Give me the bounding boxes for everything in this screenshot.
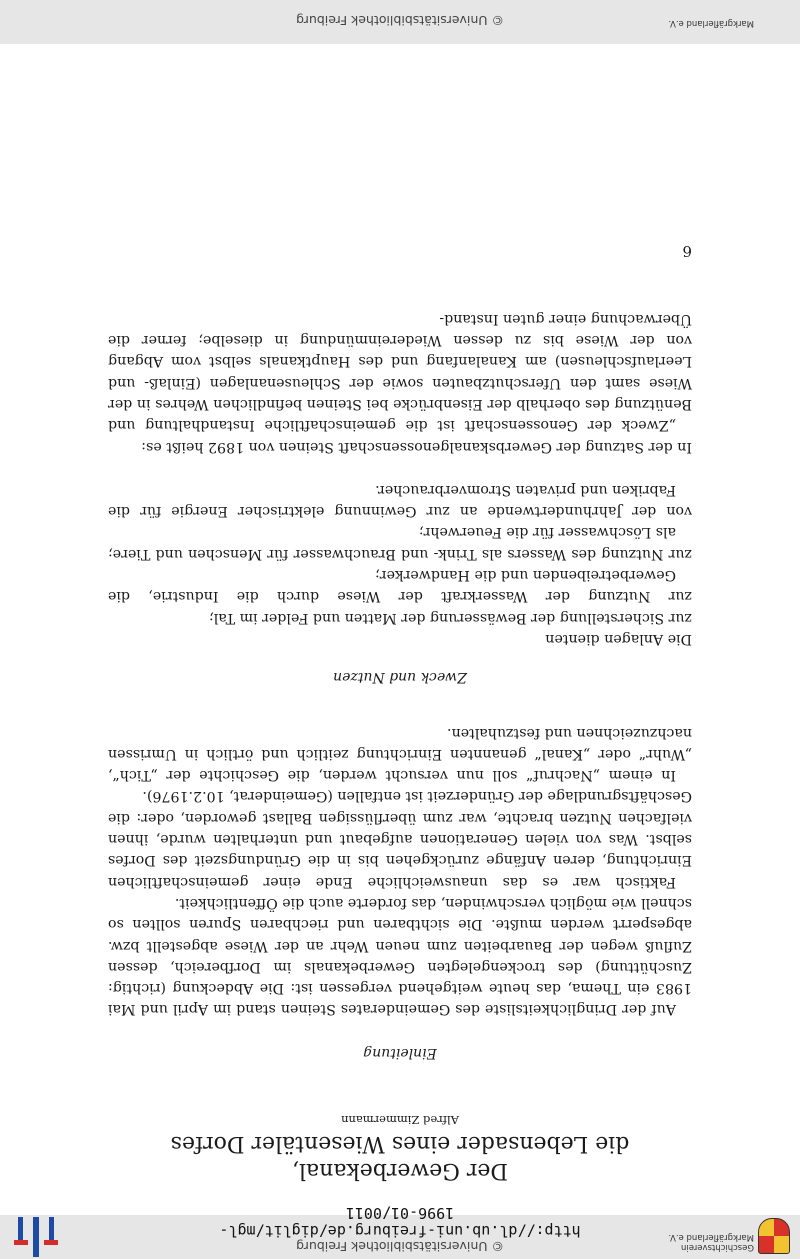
viewer-header-bar xyxy=(0,1204,800,1259)
society-name-line1: Geschichtsverein xyxy=(680,1242,754,1252)
purpose-list-item: zur Sicherstellung der Bewässerung der Matten und Felder im Tal; xyxy=(208,609,692,626)
paragraph-intro-3: In einem „Nachruf“ soll nun versucht werden, die Geschichte der „Tich“, „Wuhr“ oder „Kanal“ genannten Einrichtung zeitlich und örtlich in Umrissen nachzuzeichnen und festzuhalten. xyxy=(108,724,692,784)
purpose-intro: Die Anlagen dienten xyxy=(545,630,692,647)
section-heading-introduction: Einleitung xyxy=(363,1044,437,1061)
footer-society-name: Markgräflerland e.V. xyxy=(668,18,754,28)
society-name-line2: Markgräflerland e.V. xyxy=(668,1232,754,1242)
purpose-list-item: von der Jahrhundertwende an zur Gewinnung elektrischer Energie für die Fabriken und privaten Stromverbraucher. xyxy=(108,481,692,520)
article-title-line1: Der Gewerbekanal, xyxy=(292,1158,508,1183)
university-library-logo-icon xyxy=(14,1217,58,1257)
viewer-footer-bar xyxy=(0,0,800,44)
purpose-list xyxy=(108,479,692,628)
article-title xyxy=(108,1130,692,1184)
society-crest-icon xyxy=(758,1218,790,1254)
article-author: Alfred Zimmermann xyxy=(341,1113,459,1127)
purpose-list-item: zur Nutzung der Wasserkraft der Wiese durch die Industrie, die Gewerbetreibenden und die Handwerker; xyxy=(108,567,692,605)
society-name xyxy=(634,1232,754,1252)
library-copyright: © Universitätsbibliothek Freiburg xyxy=(296,1239,504,1254)
statute-quote: „Zweck der Genossenschaft ist die gemeinschaftliche Instandhaltung und Benützung des oberhalb der Eisenbrücke bei Steinen befindlichen Wehres in der Wiese samt den Uferschutzbauten sowie der Schleusenanlagen (Einlaß- und Leerlaufschleusen) am Kanalanfang und des Hauptkanals selbst vom Abgang von der Wiese bis zu dessen Wiedereinmündung in dieselbe; ferner die Überwachung einer guten Instand- xyxy=(108,310,692,434)
document-url-link[interactable]: http://dl.ub.uni-freiburg.de/diglit/mgl-1996-01/0011 xyxy=(219,1204,581,1240)
page-content xyxy=(108,240,692,1184)
section-heading-purpose: Zweck und Nutzen xyxy=(333,669,467,686)
page-number: 6 xyxy=(682,242,692,261)
paragraph-intro-2: Faktisch war es das unausweichliche Ende einer gemeinschaftlichen Einrichtung, deren Anfänge zurückgehen bis in die Gründungszeit des Dorfes selbst. Was von vielen Generationen aufgebaut und unterhalten wurde, ihnen vielfachen Nutzen brachte, war zum überflüssigen Ballast geworden, oder: die Geschäftsgrundlage der Gründerzeit ist entfallen (Gemeinderat, 10.2.1976). xyxy=(108,788,692,890)
purpose-list-item: zur Nutzung des Wassers als Trink- und Brauchwasser für Menschen und Tiere; als Löschwasser für die Feuerwehr; xyxy=(108,524,692,562)
footer-library-copyright: © Universitätsbibliothek Freiburg xyxy=(296,13,504,28)
paragraph-statute: In der Satzung der Gewerbskanalgenossenschaft Steinen von 1892 heißt es: xyxy=(141,438,692,455)
paragraph-intro-1: Auf der Dringlichkeitsliste des Gemeinderates Steinen stand im April und Mai 1983 ein Thema, das heute weitgehend vergessen ist: Die Abdeckung (richtig: Zuschüttung) des trockengelegten Gewerbekanals im Dorfbereich, dessen Zufluß wegen der Bauarbeiten zum neuen Wehr an der Wiese abgestellt bzw. abgesperrt werden mußte. Die sichtbaren und riechbaren Spuren sollten so schnell wie möglich verschwinden, das forderte auch die Öffentlichkeit. xyxy=(108,894,692,1018)
article-title-line2: die Lebensader eines Wiesentäler Dorfes xyxy=(170,1131,630,1156)
